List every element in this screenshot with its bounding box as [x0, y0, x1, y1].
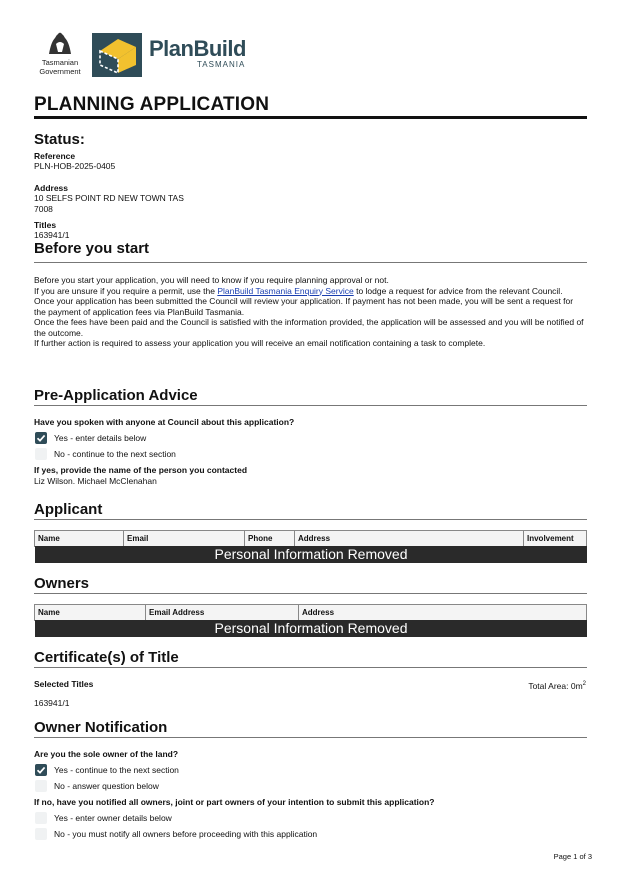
pre-advice-heading: Pre-Application Advice [34, 387, 198, 404]
selected-titles-label: Selected Titles [34, 679, 94, 689]
certificate-rule [34, 667, 587, 668]
before-p4: Once the fees have been paid and the Council is satisfied with the information provided, the application will be assessed and you will be notified of the outcome. [34, 317, 584, 338]
notified-yes-label: Yes - enter owner details below [54, 813, 172, 823]
brand-name: PlanBuild [149, 36, 246, 61]
sole-owner-no-label: No - answer question below [54, 781, 159, 791]
notified-no-checkbox[interactable] [35, 828, 47, 840]
sole-owner-no-checkbox[interactable] [35, 780, 47, 792]
before-p2-a: If you are unsure if you require a permit, use the [34, 285, 218, 296]
before-p3: Once your application has been submitted the Council will review your application. If payment has not been made, you will be sent a request for the payment of application fees via PlanBuild Tasmania. [34, 296, 574, 317]
title-rule [34, 116, 587, 119]
before-text [34, 275, 587, 349]
coat-of-arms-icon [45, 30, 75, 56]
col-address: Address [295, 531, 524, 547]
reference-value: PLN-HOB-2025-0405 [34, 161, 116, 171]
titles-label: Titles [34, 220, 57, 230]
total-area [528, 681, 586, 691]
owners-header-row [35, 605, 587, 621]
certificate-heading: Certificate(s) of Title [34, 649, 179, 666]
applicant-rule [34, 519, 587, 520]
page-title: PLANNING APPLICATION [34, 94, 270, 115]
contact-label: If yes, provide the name of the person you contacted [34, 465, 248, 475]
brand-sub: TASMANIA [197, 60, 246, 69]
pre-advice-yes-checkbox[interactable] [35, 432, 47, 444]
total-area-text: Total Area: 0m [528, 681, 583, 691]
applicant-redacted: Personal Information Removed [35, 546, 587, 563]
pre-advice-no-checkbox[interactable] [35, 448, 47, 460]
before-heading: Before you start [34, 240, 150, 257]
gov-line2: Government [39, 67, 81, 76]
applicant-header-row [35, 531, 587, 547]
col-involvement: Involvement [524, 531, 587, 547]
notified-yes-checkbox[interactable] [35, 812, 47, 824]
gov-line1: Tasmanian [41, 58, 79, 67]
sole-owner-yes-checkbox[interactable] [35, 764, 47, 776]
address-line2: 7008 [34, 204, 53, 214]
col-email: Email [124, 531, 245, 547]
check-icon [35, 764, 47, 776]
applicant-table [34, 530, 587, 547]
before-rule [34, 262, 587, 263]
address-line1: 10 SELFS POINT RD NEW TOWN TAS [34, 193, 184, 203]
owners-table [34, 604, 587, 621]
col-owner-name: Name [35, 605, 146, 621]
check-icon [35, 432, 47, 444]
before-p2-b: to lodge a request for advice from the relevant Council. [353, 285, 563, 296]
pre-advice-yes-label: Yes - enter details below [54, 433, 147, 443]
address-label: Address [34, 183, 69, 193]
before-p2 [34, 286, 587, 297]
certificate-title-value: 163941/1 [34, 698, 70, 708]
status-heading: Status: [34, 131, 85, 148]
notified-no-label: No - you must notify all owners before proceeding with this application [54, 829, 318, 839]
planbuild-logo-mark [92, 33, 142, 77]
col-owner-address: Address [299, 605, 587, 621]
enquiry-service-link[interactable]: PlanBuild Tasmania Enquiry Service [217, 285, 354, 296]
col-phone: Phone [245, 531, 295, 547]
sole-owner-question: Are you the sole owner of the land? [34, 749, 179, 759]
pre-advice-rule [34, 405, 587, 406]
before-p5: If further action is required to assess your application you will receive an email notification containing a task to complete. [34, 338, 486, 348]
col-name: Name [35, 531, 124, 547]
titles-value: 163941/1 [34, 230, 70, 240]
page-number: Page 1 of 3 [553, 852, 592, 861]
reference-label: Reference [34, 151, 76, 161]
notification-rule [34, 737, 587, 738]
applicant-heading: Applicant [34, 501, 103, 518]
col-owner-email: Email Address [146, 605, 299, 621]
notified-owners-question: If no, have you notified all owners, joint or part owners of your intention to submit this application? [34, 797, 435, 807]
owners-redacted: Personal Information Removed [35, 620, 587, 637]
pre-advice-no-label: No - continue to the next section [54, 449, 176, 459]
owners-rule [34, 593, 587, 594]
before-p1: Before you start your application, you will need to know if you require planning approval or not. [34, 275, 389, 285]
owners-heading: Owners [34, 575, 90, 592]
house-icon [92, 33, 142, 77]
total-area-sup: 2 [582, 681, 586, 688]
sole-owner-yes-label: Yes - continue to the next section [54, 765, 179, 775]
contact-value: Liz Wilson. Michael McClenahan [34, 476, 157, 486]
notification-heading: Owner Notification [34, 719, 168, 736]
pre-advice-question: Have you spoken with anyone at Council about this application? [34, 417, 295, 427]
tasmanian-government-logo [34, 30, 86, 76]
